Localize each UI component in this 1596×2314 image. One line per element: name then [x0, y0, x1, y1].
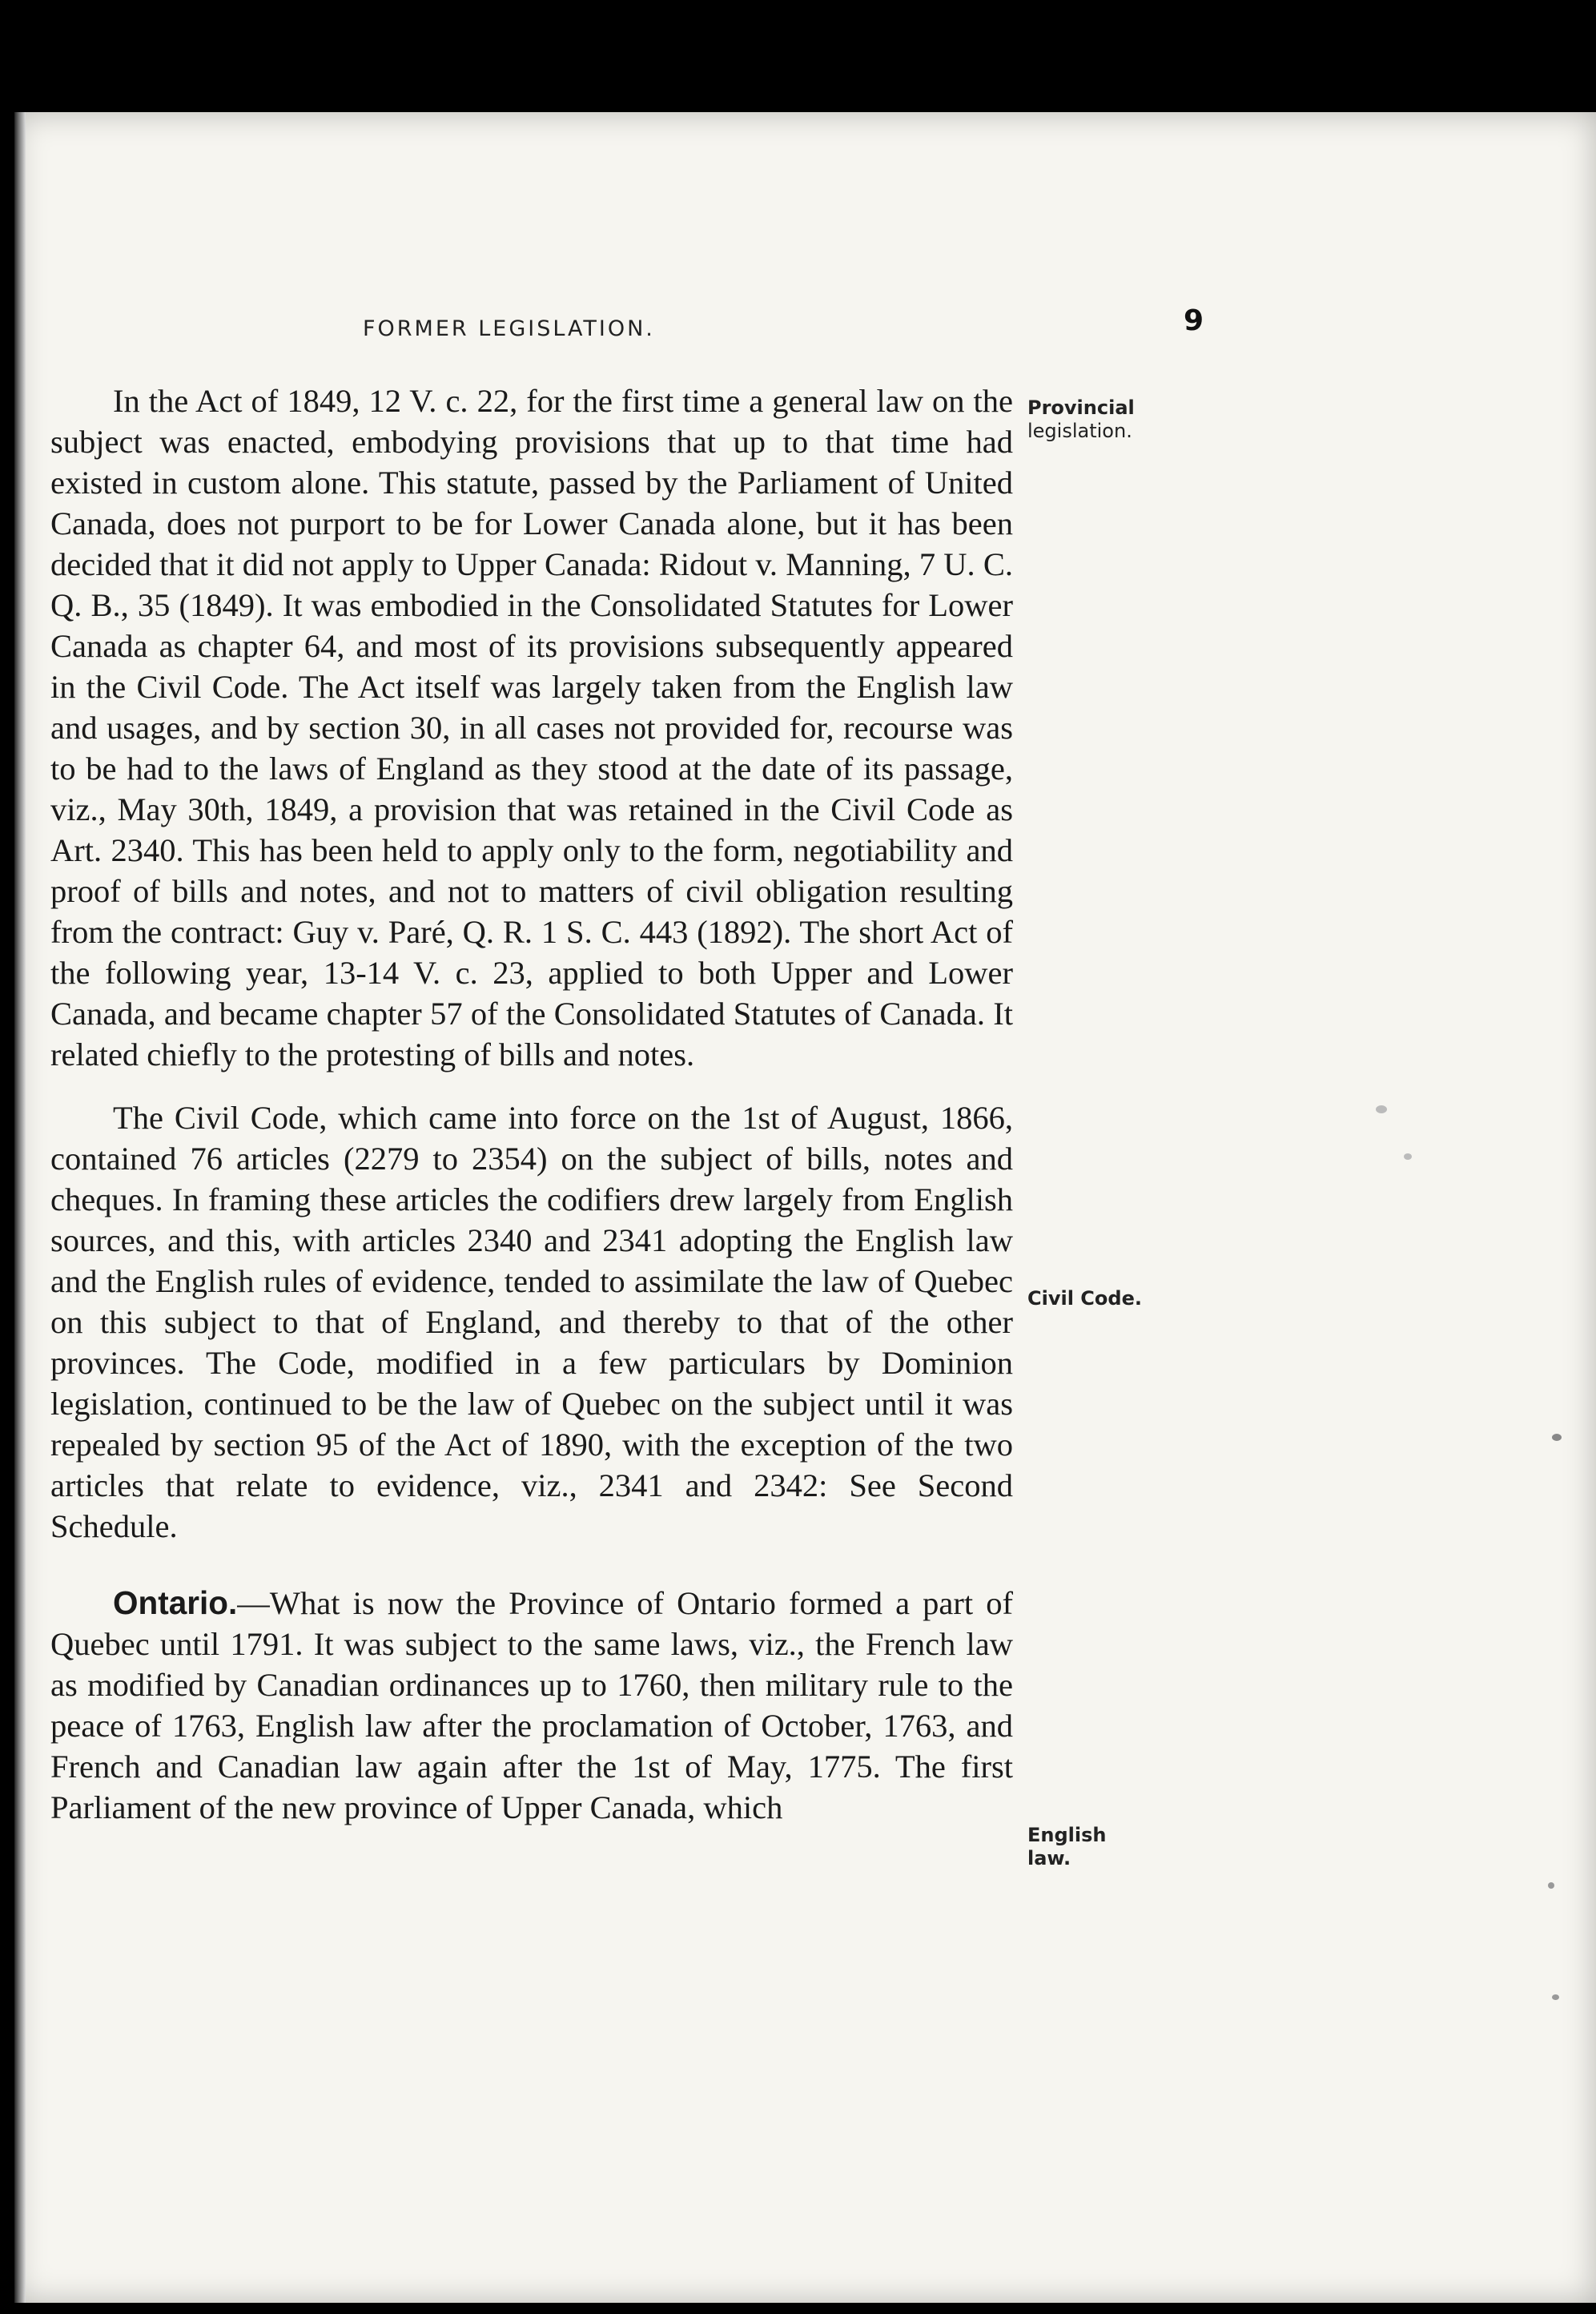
section-heading-ontario: Ontario.	[113, 1584, 238, 1621]
paragraph-ontario	[50, 1583, 1013, 1828]
margin-note-civil-code	[1027, 1287, 1196, 1310]
scanned-page	[14, 112, 1596, 2303]
margin-note-line: Provincial	[1027, 396, 1135, 419]
scan-speck	[1376, 1105, 1387, 1113]
paragraph-civil-code: The Civil Code, which came into force on the 1st of August, 1866, contained 76 articles (2279 to 2354) on the subject of bills, notes and cheques. In framing these articles the codifiers drew largely from English sources, and this, with articles 2340 and 2341 adopting the English law and the English rules of evidence, tended to assimilate the law of Quebec on this subject to that of England, and thereby to that of the other provinces. The Code, modified in a few particulars by Dominion legislation, continued to be the law of Quebec on the subject until it was repealed by section 95 of the Act of 1890, with the exception of the two articles that relate to evidence, viz., 2341 and 2342: See Second Schedule.	[50, 1100, 1013, 1544]
page-edge-shadow	[14, 112, 26, 2303]
margin-note-line: law.	[1027, 1847, 1071, 1869]
scan-speck	[1548, 1882, 1554, 1889]
margin-note-provincial-legislation	[1027, 396, 1196, 443]
body-text	[50, 380, 1013, 1828]
paragraph-former-legislation: In the Act of 1849, 12 V. c. 22, for the first time a general law on the subject was enacted, embodying provisions that up to that time had existed in custom alone. This statute, passed by the Parliament of United Canada, does not purport to be for Lower Canada alone, but it has been decided that it did not apply to Upper Canada: Ridout v. Manning, 7 U. C. Q. B., 35 (1849). It was embodied in the Consolidated Statutes for Lower Canada as chapter 64, and most of its provisions subsequently appeared in the Civil Code. The Act itself was largely taken from the English law and usages, and by section 30, in all cases not provided for, recourse was to be had to the laws of England as they stood at the date of its passage, viz., May 30th, 1849, a provision that was retained in the Civil Code as Art. 2340. This has been held to apply only to the form, negotiability and proof of bills and notes, and not to matters of civil obligation resulting from the contract: Guy v. Paré, Q. R. 1 S. C. 443 (1892). The short Act of the following year, 13-14 V. c. 23, applied to both Upper and Lower Canada, and became chapter 57 of the Consolidated Statutes of Canada. It related chiefly to the protesting of bills and notes.	[50, 383, 1013, 1072]
scan-speck	[1552, 1994, 1559, 2000]
scan-speck	[1404, 1153, 1412, 1160]
page-number: 9	[1184, 304, 1204, 337]
scan-speck	[1552, 1434, 1562, 1441]
margin-note-line: legislation.	[1027, 420, 1132, 442]
margin-note-line: English	[1027, 1824, 1107, 1846]
paragraph-ontario-text: —What is now the Province of Ontario formed a part of Quebec until 1791. It was subject to the same laws, viz., the French law as modified by Canadian ordinances up to 1760, then military rule to the peace of 1763, English law after the proclamation of October, 1763, and French and Canadian law again after the 1st of May, 1775. The first Parliament of the new province of Upper Canada, which	[50, 1585, 1013, 1825]
running-head: FORMER LEGISLATION.	[363, 316, 655, 341]
margin-note-line: Civil Code.	[1027, 1287, 1142, 1310]
margin-note-english-law	[1027, 1824, 1196, 1870]
